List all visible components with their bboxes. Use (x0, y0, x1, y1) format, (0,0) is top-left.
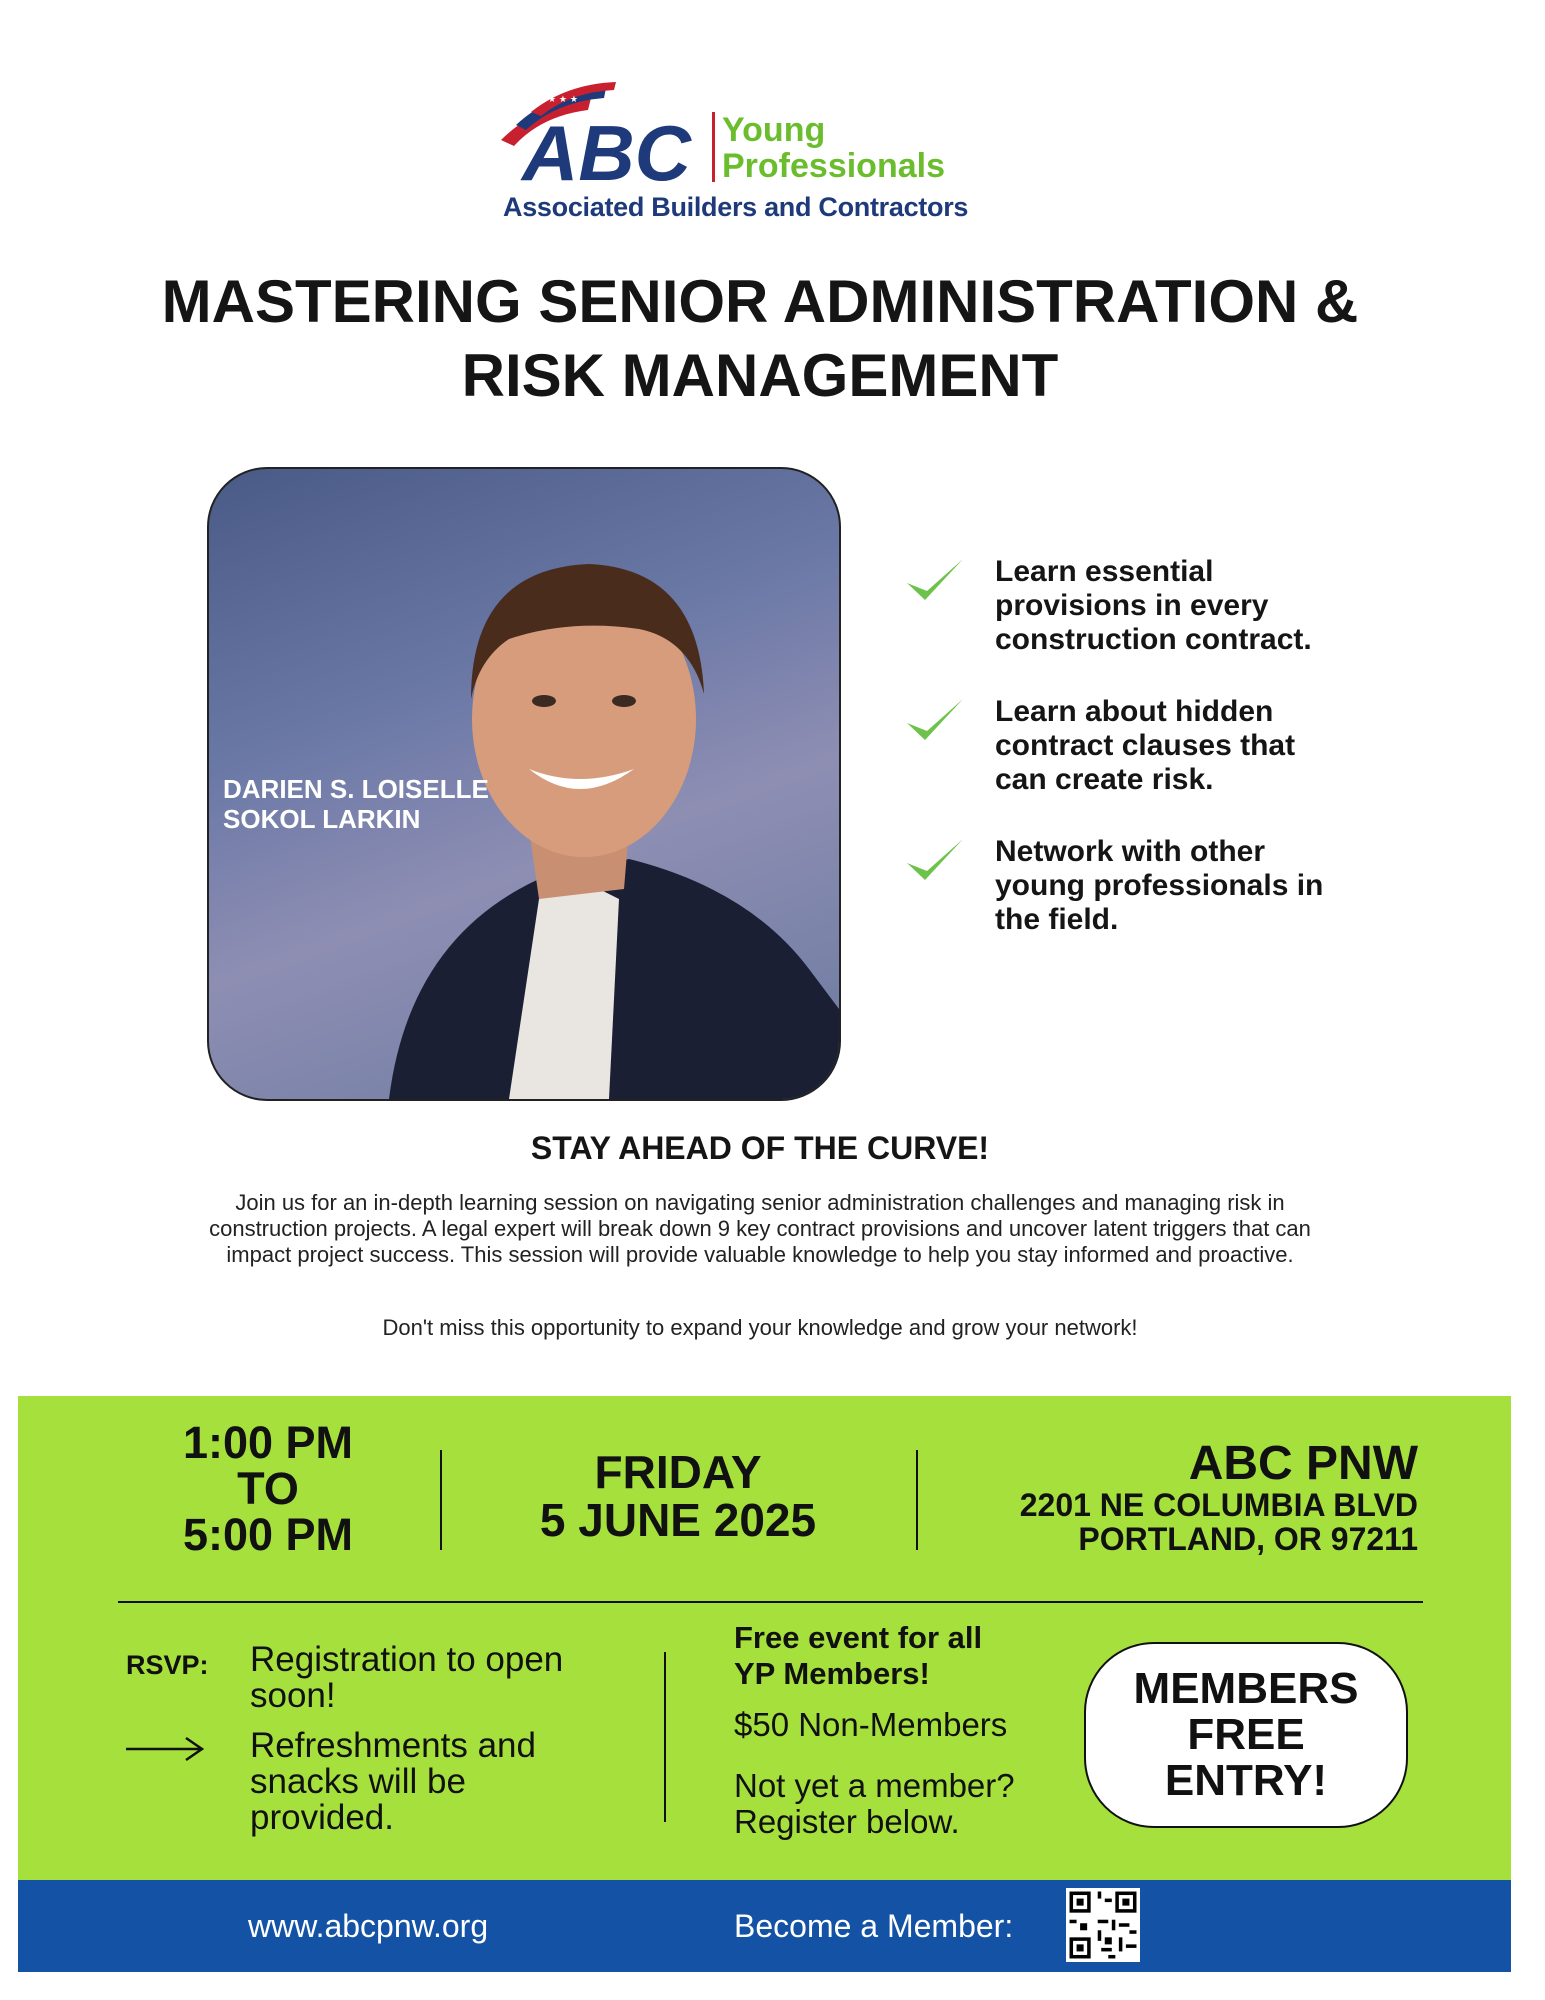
speaker-name: DARIEN S. LOISELLE (223, 774, 489, 804)
footer-bar (18, 1880, 1511, 1972)
become-member-label: Become a Member: (734, 1908, 1014, 1944)
yp-line1: Young (722, 111, 826, 149)
time-end: 5:00 PM (182, 1509, 354, 1560)
logo-divider (712, 112, 715, 182)
website-link[interactable]: www.abcpnw.org (248, 1908, 489, 1944)
members-free-badge (1084, 1642, 1408, 1828)
abc-yp-logo (496, 80, 976, 230)
time-start: 1:00 PM (182, 1417, 354, 1468)
event-details-panel (18, 1396, 1511, 1880)
venue-name: ABC PNW (1188, 1437, 1418, 1490)
checkmark-icon (905, 695, 965, 745)
refreshments-text: Refreshments and snacks will be provided. (250, 1726, 536, 1837)
badge-line1: MEMBERS (1133, 1664, 1359, 1713)
title-line1: MASTERING SENIOR ADMINISTRATION & (161, 268, 1359, 335)
page-title (60, 265, 1460, 413)
free-line2: YP Members! (734, 1656, 930, 1691)
young-professionals-text (722, 112, 945, 184)
speaker-photo (207, 467, 841, 1101)
svg-text:★ ★ ★: ★ ★ ★ (548, 95, 578, 105)
benefit-item (905, 695, 1345, 797)
not-member-line2: Register below. (734, 1803, 960, 1840)
not-member-line1: Not yet a member? (734, 1767, 1015, 1804)
abc-letters: ABC (522, 109, 691, 190)
event-venue (918, 1437, 1418, 1557)
benefit-text: Learn essential provisions in every construction contract. (995, 555, 1312, 656)
event-date-value: 5 JUNE 2025 (539, 1494, 817, 1546)
org-name: Associated Builders and Contractors (503, 192, 969, 222)
event-time (118, 1417, 418, 1560)
checkmark-icon (905, 555, 965, 605)
divider (440, 1450, 442, 1550)
benefit-item (905, 835, 1345, 937)
section-subtitle: STAY AHEAD OF THE CURVE! (530, 1130, 990, 1166)
register-prompt (734, 1768, 1015, 1840)
horizontal-divider (118, 1601, 1423, 1603)
qr-code-icon[interactable] (1066, 1888, 1140, 1962)
description-text: Join us for an in-depth learning session on navigating senior administration challenges and managing risk in construction projects. A legal expert will break down 9 key contract provisions and uncover latent triggers that can impact project success. This session will provide valuable knowledge to help you stay informed and proactive. (209, 1190, 1311, 1267)
badge-line2: FREE (1187, 1710, 1305, 1759)
rsvp-text: Registration to open soon! (250, 1640, 564, 1715)
speaker-caption (223, 774, 489, 834)
arrow-right-icon (126, 1734, 206, 1764)
divider (664, 1652, 666, 1822)
non-member-price: $50 Non-Members (734, 1706, 1008, 1743)
title-line2: RISK MANAGEMENT (461, 342, 1059, 409)
free-line1: Free event for all (734, 1620, 983, 1655)
abc-logo-mark (496, 80, 711, 190)
venue-address-line2: PORTLAND, OR 97211 (1078, 1521, 1418, 1557)
time-to: TO (237, 1463, 299, 1514)
venue-address-line1: 2201 NE COLUMBIA BLVD (1019, 1487, 1418, 1523)
yp-line2: Professionals (722, 147, 945, 185)
free-event-text (734, 1620, 982, 1692)
rsvp-label: RSVP: (126, 1650, 209, 1680)
event-day: FRIDAY (594, 1446, 762, 1498)
checkmark-icon (905, 835, 965, 885)
event-date (488, 1448, 868, 1544)
cta-text: Don't miss this opportunity to expand your knowledge and grow your network! (382, 1315, 1138, 1340)
benefits-list (905, 555, 1345, 975)
benefit-text: Learn about hidden contract clauses that can create risk. (995, 695, 1296, 796)
badge-line3: ENTRY! (1164, 1756, 1328, 1805)
benefit-item (905, 555, 1345, 657)
benefit-text: Network with other young professionals in the field. (995, 835, 1324, 936)
speaker-firm: SOKOL LARKIN (223, 804, 421, 834)
